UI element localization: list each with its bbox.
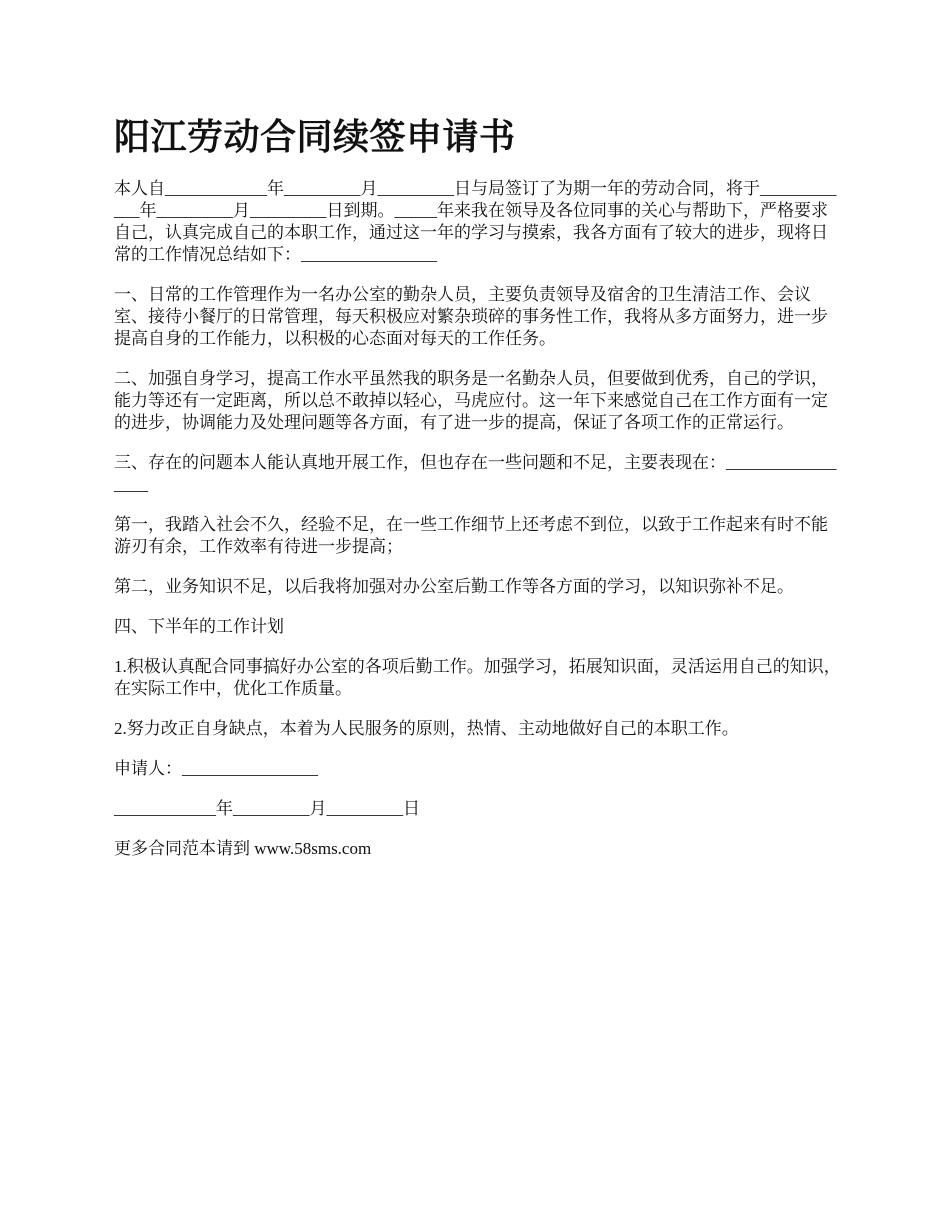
footer-link-text: 更多合同范本请到 www.58sms.com [114, 839, 372, 858]
document-title: 阳江劳动合同续签申请书 [114, 117, 516, 157]
intro-paragraph: 本人自____________年_________月_________日与局签订了为期一年的劳动合同，将于____________年_________月_________日到期。_____年来我在领导及各位同事的关心与帮助下，严格要求自己，认真完成自己的本职工作，通过这一年的学习与摸索，我各方面有了较大的进步，现将日常的工作情况总结如下：________________ [114, 179, 837, 264]
section-1-paragraph: 一、日常的工作管理作为一名办公室的勤杂人员，主要负责领导及宿舍的卫生清洁工作、会议室、接待小餐厅的日常管理，每天积极应对繁杂琐碎的事务性工作，我将从多方面努力，进一步提高自身的工作能力，以积极的心态面对每天的工作任务。 [114, 285, 828, 348]
section-2-paragraph: 二、加强自身学习，提高工作水平虽然我的职务是一名勤杂人员，但要做到优秀，自己的学识，能力等还有一定距离，所以总不敢掉以轻心，马虎应付。这一年下来感觉自己在工作方面有一定的进步，协调能力及处理问题等各方面，有了进一步的提高，保证了各项工作的正常运行。 [114, 369, 828, 432]
issue-2-paragraph: 第二，业务知识不足，以后我将加强对办公室后勤工作等各方面的学习，以知识弥补不足。 [114, 577, 794, 596]
date-line: ____________年_________月_________日 [114, 799, 420, 818]
section-3-paragraph: 三、存在的问题本人能认真地开展工作，但也存在一些问题和不足，主要表现在：_________________ [114, 453, 837, 494]
applicant-signature-line: 申请人：________________ [114, 759, 318, 778]
section-4-heading: 四、下半年的工作计划 [114, 617, 284, 636]
plan-1-paragraph: 1.积极认真配合同事搞好办公室的各项后勤工作。加强学习，拓展知识面，灵活运用自己的知识，在实际工作中，优化工作质量。 [114, 657, 841, 698]
plan-2-paragraph: 2.努力改正自身缺点，本着为人民服务的原则，热情、主动地做好自己的本职工作。 [114, 719, 739, 738]
document-page [114, 110, 842, 878]
issue-1-paragraph: 第一，我踏入社会不久，经验不足，在一些工作细节上还考虑不到位，以致于工作起来有时不能游刃有余，工作效率有待进一步提高； [114, 515, 828, 556]
